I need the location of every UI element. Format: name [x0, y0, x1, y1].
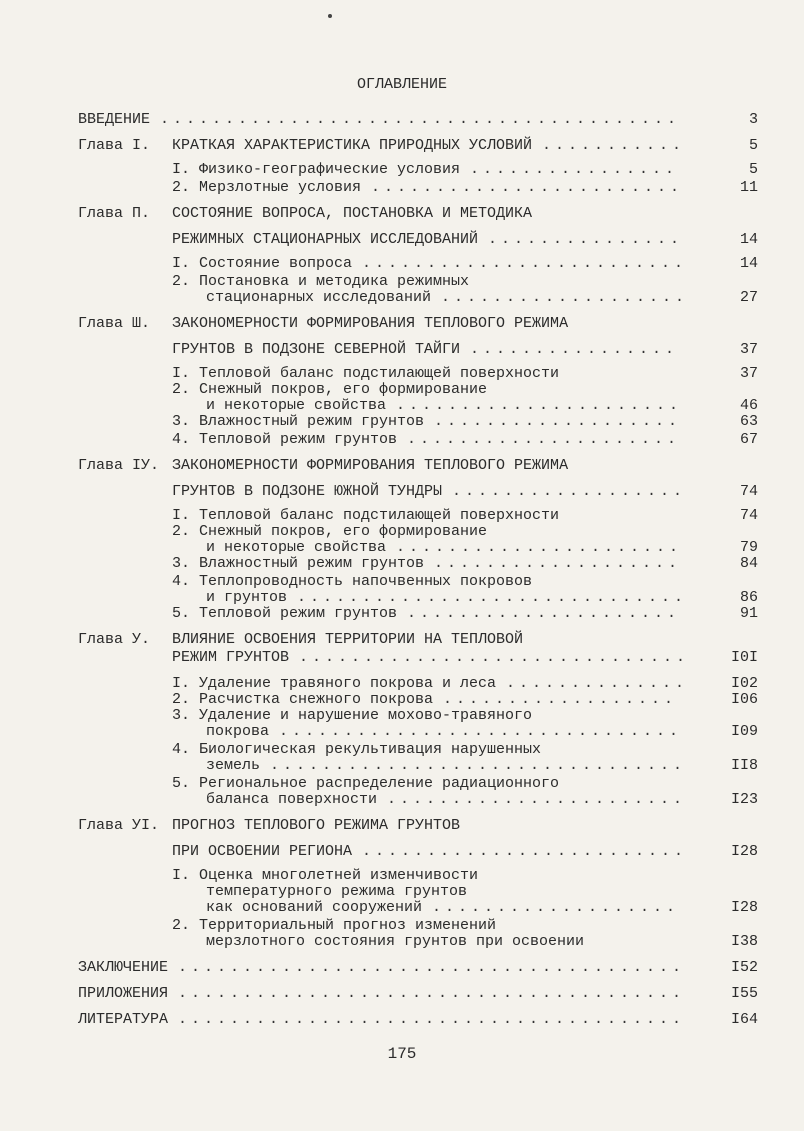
- entry-title: ПРИЛОЖЕНИЯ: [78, 985, 169, 1002]
- entry-title: ЗАКОНОМЕРНОСТИ ФОРМИРОВАНИЯ ТЕПЛОВОГО РЕЖИМА: [172, 457, 569, 474]
- dot-leader: .......................................: [178, 1011, 686, 1028]
- page-ref: I64: [730, 1011, 758, 1028]
- page-ref: 37: [739, 341, 758, 358]
- page-title: ОГЛАВЛЕНИЕ: [356, 76, 447, 93]
- entry-title: ПРИ ОСВОЕНИИ РЕГИОНА: [172, 843, 353, 860]
- toc-entry: [206, 790, 687, 810]
- toc-entry: [78, 110, 681, 130]
- toc-entry: [172, 340, 679, 360]
- chapter-label: Глава П.: [78, 205, 151, 222]
- chapter-label: Глава УI.: [78, 817, 160, 834]
- entry-title: ГРУНТОВ В ПОДЗОНЕ СЕВЕРНОЙ ТАЙГИ: [172, 341, 461, 358]
- entry-title: ВЛИЯНИЕ ОСВОЕНИЯ ТЕРРИТОРИИ НА ТЕПЛОВОЙ: [172, 631, 524, 648]
- entry-title: 3. Влажностный режим грунтов: [172, 555, 425, 572]
- entry-title: и некоторые свойства: [206, 397, 387, 414]
- toc-entry: [172, 482, 687, 502]
- entry-title: земель: [206, 757, 261, 774]
- page-ref: I55: [730, 985, 758, 1002]
- toc-entry: [78, 958, 686, 978]
- entry-title: КРАТКАЯ ХАРАКТЕРИСТИКА ПРИРОДНЫХ УСЛОВИЙ: [172, 137, 533, 154]
- entry-title: I. Удаление травяного покрова и леса: [172, 675, 497, 692]
- dot-leader: ...................: [434, 555, 682, 572]
- page-ref: 37: [739, 365, 758, 382]
- entry-title: 2. Снежный покров, его формирование: [172, 381, 488, 398]
- dot-leader: ..................: [443, 691, 678, 708]
- toc-entry: [206, 898, 680, 918]
- dot-leader: ................................: [270, 757, 687, 774]
- dot-leader: ..................: [452, 483, 687, 500]
- page-number: 175: [387, 1045, 417, 1063]
- entry-title: 4. Теплопроводность напочвенных покровов: [172, 573, 533, 590]
- dot-leader: ................: [470, 161, 679, 178]
- entry-title: 4. Тепловой режим грунтов: [172, 431, 398, 448]
- dot-leader: ...................: [441, 289, 689, 306]
- toc-entry: [206, 756, 687, 776]
- entry-title: 2. Снежный покров, его формирование: [172, 523, 488, 540]
- page-ref: 79: [739, 539, 758, 556]
- entry-title: как оснований сооружений: [206, 899, 423, 916]
- page-ref: II8: [730, 757, 758, 774]
- entry-title: 4. Биологическая рекультивация нарушенных: [172, 741, 542, 758]
- entry-title: I. Физико-географические условия: [172, 161, 461, 178]
- dot-leader: .......................................: [178, 959, 686, 976]
- entry-title: ЗАКОНОМЕРНОСТИ ФОРМИРОВАНИЯ ТЕПЛОВОГО РЕЖИМА: [172, 315, 569, 332]
- toc-entry: [172, 160, 679, 180]
- entry-title: 5. Тепловой режим грунтов: [172, 605, 398, 622]
- page-ref: 5: [748, 137, 758, 154]
- dot-leader: ...............................: [279, 723, 683, 740]
- entry-title: 3. Влажностный режим грунтов: [172, 413, 425, 430]
- dot-leader: ...........: [542, 137, 686, 154]
- entry-title: и некоторые свойства: [206, 539, 387, 556]
- entry-title: 2. Мерзлотные условия: [172, 179, 362, 196]
- page-ref: 91: [739, 605, 758, 622]
- entry-title: РЕЖИМ ГРУНТОВ: [172, 649, 290, 666]
- toc-entry: [78, 984, 686, 1004]
- page-ref: 11: [739, 179, 758, 196]
- toc-entry: [172, 648, 690, 668]
- entry-title: баланса поверхности: [206, 791, 378, 808]
- entry-title: I. Тепловой баланс подстилающей поверхности: [172, 365, 560, 382]
- dot-leader: ..............................: [297, 589, 688, 606]
- page-ref: I52: [730, 959, 758, 976]
- page-ref: 14: [739, 255, 758, 272]
- page-ref: 74: [739, 483, 758, 500]
- toc-entry: [172, 254, 688, 274]
- chapter-label: Глава Ш.: [78, 315, 151, 332]
- page-ref: I38: [730, 933, 758, 950]
- toc-entry: [172, 178, 684, 198]
- chapter-label: Глава IУ.: [78, 457, 160, 474]
- chapter-label: Глава У.: [78, 631, 151, 648]
- page-ref: 27: [739, 289, 758, 306]
- dot-leader: ........................................: [160, 111, 681, 128]
- entry-title: ЛИТЕРАТУРА: [78, 1011, 169, 1028]
- entry-title: и грунтов: [206, 589, 288, 606]
- page-ref: I0I: [730, 649, 758, 666]
- entry-title: I. Оценка многолетней изменчивости: [172, 867, 479, 884]
- entry-title: мерзлотного состояния грунтов при освоении: [206, 933, 585, 950]
- toc-entry: [78, 136, 686, 156]
- dot-leader: ......................: [396, 539, 683, 556]
- page-ref: 74: [739, 507, 758, 524]
- entry-title: ПРОГНОЗ ТЕПЛОВОГО РЕЖИМА ГРУНТОВ: [172, 817, 461, 834]
- toc-entry: [172, 412, 682, 432]
- ink-dot: [328, 14, 332, 18]
- toc-entry: [172, 230, 684, 250]
- dot-leader: ..............................: [299, 649, 690, 666]
- page-ref: 67: [739, 431, 758, 448]
- toc-entry: [78, 314, 664, 334]
- toc-entry: [206, 288, 689, 308]
- page-ref: 63: [739, 413, 758, 430]
- entry-title: 2. Постановка и методика режимных: [172, 273, 470, 290]
- dot-leader: .......................: [387, 791, 687, 808]
- dot-leader: ...................: [432, 899, 680, 916]
- toc-entry: [78, 456, 664, 476]
- toc-entry: [206, 722, 683, 742]
- entry-title: стационарных исследований: [206, 289, 432, 306]
- entry-title: I. Тепловой баланс подстилающей поверхности: [172, 507, 560, 524]
- dot-leader: ...............: [488, 231, 684, 248]
- page-ref: I02: [730, 675, 758, 692]
- chapter-label: Глава I.: [78, 137, 151, 154]
- dot-leader: .....................: [407, 431, 681, 448]
- entry-title: ВВЕДЕНИЕ: [78, 111, 151, 128]
- page-ref: 86: [739, 589, 758, 606]
- page-ref: I23: [730, 791, 758, 808]
- entry-title: 5. Региональное распределение радиационного: [172, 775, 560, 792]
- page-ref: I28: [730, 899, 758, 916]
- dot-leader: ...................: [434, 413, 682, 430]
- toc-entry: [172, 430, 681, 450]
- dot-leader: .....................: [407, 605, 681, 622]
- dot-leader: .........................: [362, 255, 688, 272]
- entry-title: 2. Территориальный прогноз изменений: [172, 917, 497, 934]
- entry-title: РЕЖИМНЫХ СТАЦИОНАРНЫХ ИССЛЕДОВАНИЙ: [172, 231, 479, 248]
- page-ref: 84: [739, 555, 758, 572]
- toc-entry: [172, 842, 688, 862]
- page-ref: I06: [730, 691, 758, 708]
- entry-title: покрова: [206, 723, 270, 740]
- toc-entry: [78, 630, 664, 650]
- dot-leader: ................: [470, 341, 679, 358]
- dot-leader: ..............: [506, 675, 689, 692]
- page-ref: I28: [730, 843, 758, 860]
- entry-title: температурного режима грунтов: [206, 883, 468, 900]
- toc-entry: [206, 932, 664, 952]
- page-ref: 3: [748, 111, 758, 128]
- dot-leader: .......................................: [178, 985, 686, 1002]
- dot-leader: ........................: [371, 179, 684, 196]
- toc-entry: [78, 204, 664, 224]
- dot-leader: .........................: [362, 843, 688, 860]
- toc-entry: [78, 816, 664, 836]
- page-ref: 5: [748, 161, 758, 178]
- page-ref: I09: [730, 723, 758, 740]
- entry-title: ЗАКЛЮЧЕНИЕ: [78, 959, 169, 976]
- entry-title: ГРУНТОВ В ПОДЗОНЕ ЮЖНОЙ ТУНДРЫ: [172, 483, 443, 500]
- entry-title: I. Состояние вопроса: [172, 255, 353, 272]
- page-ref: 14: [739, 231, 758, 248]
- toc-entry: [172, 554, 682, 574]
- dot-leader: ......................: [396, 397, 683, 414]
- entry-title: 2. Расчистка снежного покрова: [172, 691, 434, 708]
- entry-title: 3. Удаление и нарушение мохово-травяного: [172, 707, 533, 724]
- toc-entry: [172, 604, 681, 624]
- entry-title: СОСТОЯНИЕ ВОПРОСА, ПОСТАНОВКА И МЕТОДИКА: [172, 205, 533, 222]
- page-ref: 46: [739, 397, 758, 414]
- toc-entry: [78, 1010, 686, 1030]
